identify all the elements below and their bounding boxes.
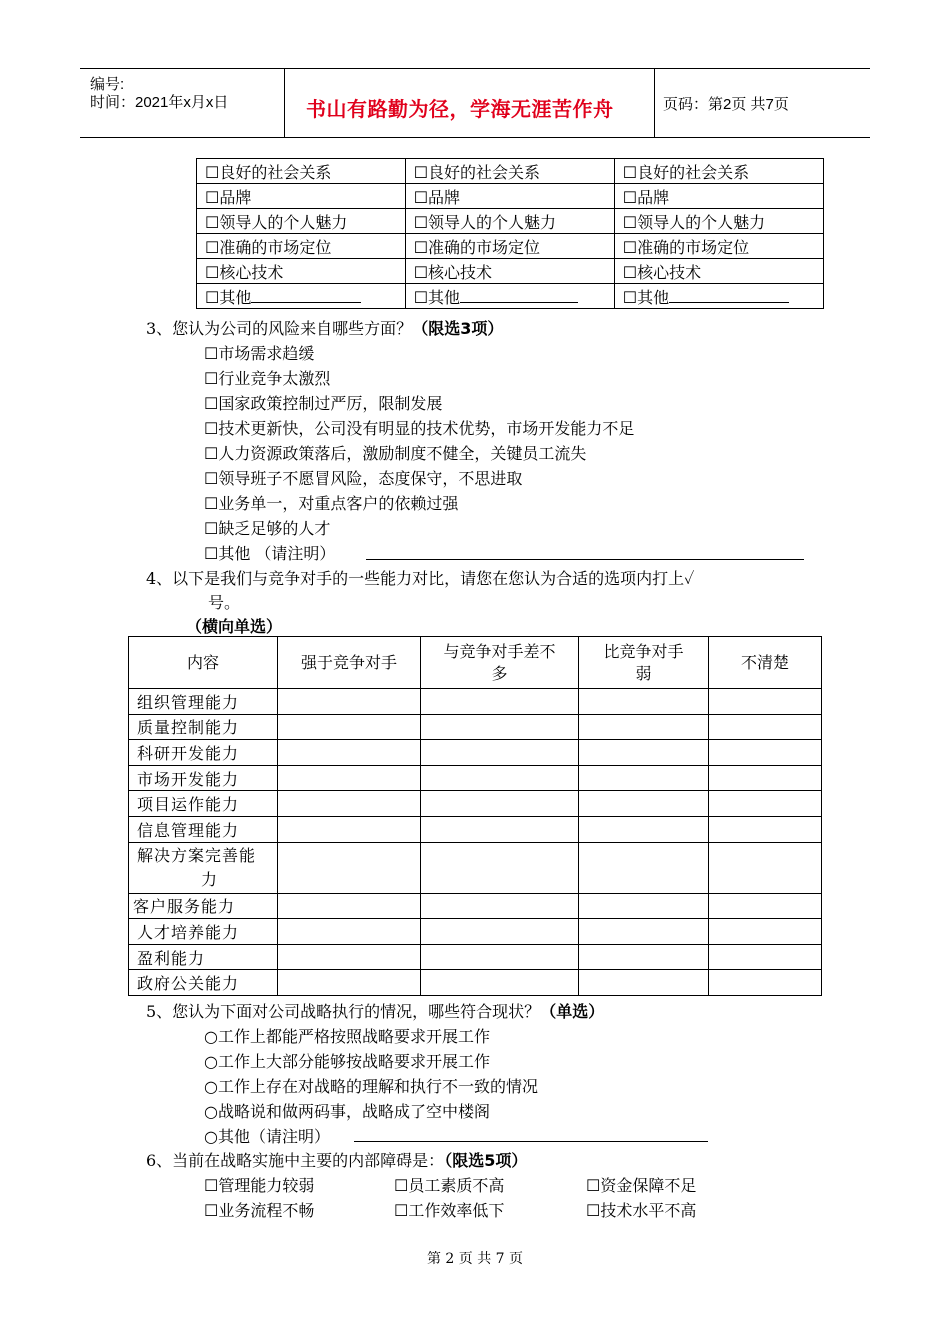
checkbox-option[interactable]: ☐领导人的个人魅力 — [405, 209, 614, 234]
choice-cell[interactable] — [709, 765, 822, 791]
table-row — [197, 209, 824, 234]
row-label: 信息管理能力 — [129, 816, 278, 842]
checkbox-option[interactable]: ☐品牌 — [614, 184, 823, 209]
table-row — [129, 970, 822, 996]
checkbox-option[interactable]: ☐品牌 — [197, 184, 406, 209]
checkbox-option[interactable]: ☐准确的市场定位 — [197, 234, 406, 259]
choice-cell[interactable] — [709, 714, 822, 740]
choice-cell[interactable] — [579, 893, 709, 919]
row-label — [129, 842, 278, 893]
advantages-table — [196, 158, 824, 309]
choice-cell[interactable] — [421, 765, 579, 791]
q5-question — [146, 999, 604, 1022]
col-header-line: 多 — [491, 663, 508, 683]
choice-cell[interactable] — [709, 893, 822, 919]
other-blank[interactable] — [251, 288, 361, 303]
other-label: ☐其他 — [205, 287, 252, 307]
q4-note: （横向单选） — [186, 617, 283, 636]
checkbox-option[interactable]: ☐良好的社会关系 — [197, 159, 406, 184]
choice-cell[interactable] — [579, 765, 709, 791]
q3-option-other[interactable] — [204, 541, 335, 564]
q6-option[interactable]: ☐资金保障不足 — [586, 1176, 697, 1195]
q6-option[interactable]: ☐管理能力较弱 — [204, 1176, 315, 1195]
row-label-line: 力 — [201, 869, 219, 889]
q3-limit: （限选3项） — [412, 319, 504, 338]
choice-cell[interactable] — [579, 791, 709, 817]
q3-option[interactable]: ☐技术更新快，公司没有明显的技术优势，市场开发能力不足 — [204, 419, 635, 438]
q3-question — [146, 316, 503, 339]
choice-cell[interactable] — [278, 816, 421, 842]
q5-option[interactable]: ○战略说和做两码事，战略成了空中楼阁 — [204, 1102, 490, 1121]
table-row — [129, 816, 822, 842]
choice-cell[interactable] — [421, 919, 579, 945]
row-label: 组织管理能力 — [129, 689, 278, 715]
choice-cell[interactable] — [709, 689, 822, 715]
checkbox-option[interactable]: ☐核心技术 — [197, 259, 406, 284]
table-row — [129, 791, 822, 817]
q3-option[interactable]: ☐行业竞争太激烈 — [204, 369, 331, 388]
q3-option[interactable]: ☐缺乏足够的人才 — [204, 519, 331, 538]
q6-question — [146, 1148, 527, 1171]
q5-option[interactable]: ○工作上大部分能够按战略要求开展工作 — [204, 1052, 490, 1071]
row-label: 盈利能力 — [129, 944, 278, 970]
choice-cell[interactable] — [579, 970, 709, 996]
choice-cell[interactable] — [278, 970, 421, 996]
other-blank[interactable] — [460, 288, 578, 303]
other-option[interactable] — [405, 284, 614, 309]
choice-cell[interactable] — [278, 919, 421, 945]
page-footer: 第 2 页 共 7 页 — [426, 1251, 524, 1267]
checkbox-option[interactable]: ☐领导人的个人魅力 — [614, 209, 823, 234]
q6-option[interactable]: ☐员工素质不高 — [394, 1176, 505, 1195]
choice-cell[interactable] — [278, 714, 421, 740]
checkbox-option[interactable]: ☐准确的市场定位 — [405, 234, 614, 259]
table-row — [197, 184, 824, 209]
q5-limit: （单选） — [540, 1002, 605, 1021]
choice-cell[interactable] — [709, 842, 822, 893]
row-label: 人才培养能力 — [129, 919, 278, 945]
choice-cell[interactable] — [278, 791, 421, 817]
table-row — [129, 919, 822, 945]
q6-question-text: 6、当前在战略实施中主要的内部障碍是： — [146, 1151, 445, 1170]
choice-cell[interactable] — [579, 689, 709, 715]
choice-cell[interactable] — [579, 740, 709, 766]
choice-cell[interactable] — [579, 944, 709, 970]
table-row — [129, 714, 822, 740]
table-row — [129, 944, 822, 970]
col-header-line: 与竞争对手差不 — [443, 641, 556, 661]
table-row — [197, 234, 824, 259]
col-header: 强于竞争对手 — [278, 637, 421, 689]
choice-cell[interactable] — [579, 919, 709, 945]
q3-other-blank[interactable] — [366, 559, 804, 560]
choice-cell[interactable] — [278, 765, 421, 791]
choice-cell[interactable] — [709, 919, 822, 945]
choice-cell[interactable] — [421, 970, 579, 996]
q5-option[interactable]: ○工作上存在对战略的理解和执行不一致的情况 — [204, 1077, 538, 1096]
choice-cell[interactable] — [709, 944, 822, 970]
choice-cell[interactable] — [421, 944, 579, 970]
table-row — [197, 159, 824, 184]
checkbox-option[interactable]: ☐良好的社会关系 — [405, 159, 614, 184]
choice-cell[interactable] — [579, 816, 709, 842]
q6-option[interactable]: ☐业务流程不畅 — [204, 1201, 315, 1220]
col-header-line: 弱 — [635, 663, 652, 683]
row-label: 政府公关能力 — [129, 970, 278, 996]
q3-option[interactable]: ☐领导班子不愿冒风险，态度保守，不思进取 — [204, 469, 523, 488]
page-header — [80, 68, 870, 138]
checkbox-option[interactable]: ☐品牌 — [405, 184, 614, 209]
other-option[interactable] — [614, 284, 823, 309]
choice-cell[interactable] — [421, 893, 579, 919]
choice-cell[interactable] — [709, 970, 822, 996]
q6-option[interactable]: ☐技术水平不高 — [586, 1201, 697, 1220]
q3-option[interactable]: ☐业务单一，对重点客户的依赖过强 — [204, 494, 459, 513]
choice-cell[interactable] — [278, 842, 421, 893]
checkbox-option[interactable]: ☐领导人的个人魅力 — [197, 209, 406, 234]
table-header-row — [129, 637, 822, 689]
table-row — [129, 842, 822, 893]
q3-question-text: 3、您认为公司的风险来自哪些方面？ — [146, 319, 413, 338]
header-left-cell — [80, 69, 285, 137]
q3-other-label: ☐其他 （请注明） — [204, 544, 336, 563]
row-label-line: 解决方案完善能 — [137, 845, 257, 865]
row-label: 市场开发能力 — [129, 765, 278, 791]
q5-option-other[interactable]: ○其他（请注明） — [204, 1127, 330, 1146]
choice-cell[interactable] — [579, 714, 709, 740]
col-header — [421, 637, 579, 689]
choice-cell[interactable] — [421, 791, 579, 817]
q3-option[interactable]: ☐国家政策控制过严厉，限制发展 — [204, 394, 443, 413]
table-row — [129, 765, 822, 791]
col-header: 不清楚 — [709, 637, 822, 689]
checkbox-option[interactable]: ☐核心技术 — [405, 259, 614, 284]
q3-option[interactable]: ☐人力资源政策落后，激励制度不健全，关键员工流失 — [204, 444, 587, 463]
motto: 书山有路勤为径，学海无涯苦作舟 — [306, 97, 614, 121]
choice-cell[interactable] — [278, 689, 421, 715]
q5-option[interactable]: ○工作上都能严格按照战略要求开展工作 — [204, 1027, 490, 1046]
page-label: 页码：第2页 共7页 — [663, 96, 789, 113]
q5-other-blank[interactable] — [354, 1141, 708, 1142]
capability-table — [128, 636, 822, 996]
col-header-line: 比竞争对手 — [603, 641, 684, 661]
choice-cell[interactable] — [278, 893, 421, 919]
row-label: 客户服务能力 — [129, 893, 278, 919]
q5-question-text: 5、您认为下面对公司战略执行的情况，哪些符合现状？ — [146, 1002, 541, 1021]
choice-cell[interactable] — [579, 842, 709, 893]
choice-cell[interactable] — [278, 740, 421, 766]
choice-cell[interactable] — [709, 791, 822, 817]
choice-cell[interactable] — [421, 714, 579, 740]
other-option[interactable] — [197, 284, 406, 309]
other-label: ☐其他 — [622, 287, 670, 307]
table-row — [197, 284, 824, 309]
header-right-cell — [654, 69, 871, 137]
choice-cell[interactable] — [421, 842, 579, 893]
time-label: 时间：2021年x月x日 — [90, 94, 229, 111]
table-row — [129, 893, 822, 919]
col-header — [579, 637, 709, 689]
col-header: 内容 — [129, 637, 278, 689]
q4-question-line2: 号。 — [208, 593, 241, 612]
checkbox-option[interactable]: ☐准确的市场定位 — [614, 234, 823, 259]
row-label: 质量控制能力 — [129, 714, 278, 740]
table-row — [197, 259, 824, 284]
q3-option[interactable]: ☐市场需求趋缓 — [204, 344, 315, 363]
choice-cell[interactable] — [421, 740, 579, 766]
choice-cell[interactable] — [421, 816, 579, 842]
row-label: 科研开发能力 — [129, 740, 278, 766]
table-row — [129, 740, 822, 766]
checkbox-option[interactable]: ☐良好的社会关系 — [614, 159, 823, 184]
choice-cell[interactable] — [709, 740, 822, 766]
table-row — [129, 689, 822, 715]
choice-cell[interactable] — [421, 689, 579, 715]
other-label: ☐其他 — [413, 287, 461, 307]
other-blank[interactable] — [669, 288, 789, 303]
choice-cell[interactable] — [709, 816, 822, 842]
choice-cell[interactable] — [278, 944, 421, 970]
q6-limit: （限选5项） — [444, 1151, 528, 1170]
checkbox-option[interactable]: ☐核心技术 — [614, 259, 823, 284]
q6-option[interactable]: ☐工作效率低下 — [394, 1201, 505, 1220]
q4-question-line1: 4、以下是我们与竞争对手的一些能力对比，请您在您认为合适的选项内打上✓ — [146, 569, 695, 588]
row-label: 项目运作能力 — [129, 791, 278, 817]
number-label: 编号: — [90, 76, 125, 93]
